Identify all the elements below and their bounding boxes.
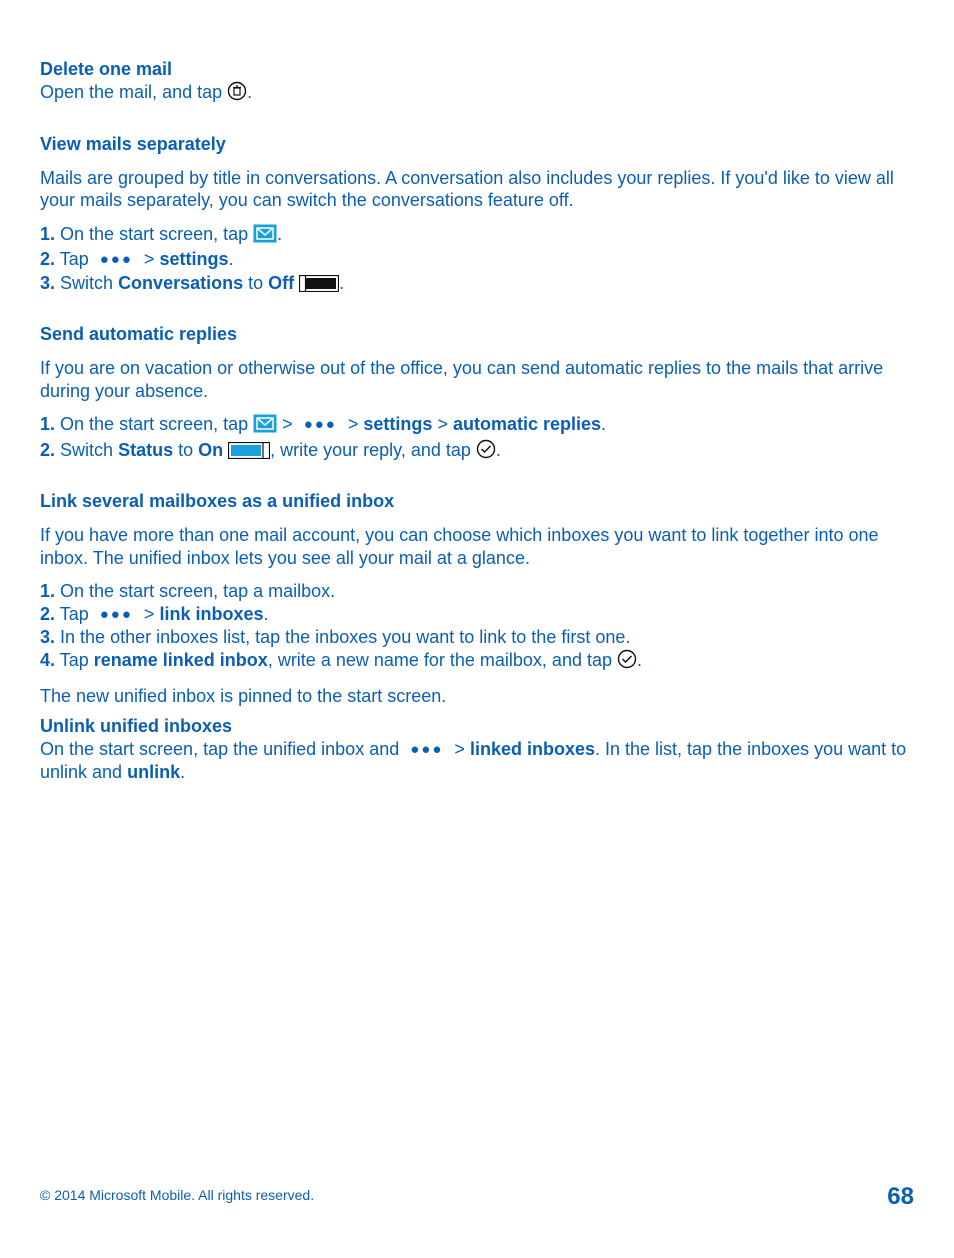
copyright-footer: © 2014 Microsoft Mobile. All rights reserved.: [40, 1187, 315, 1203]
view-mails-paragraph: Mails are grouped by title in conversations. A conversation also includes your replies. If you'd like to view all your mails separately, you can switch the conversations feature off.: [40, 167, 894, 210]
section-title-automatic-replies: Send automatic replies: [40, 324, 238, 344]
more-dots-icon: ●●●: [303, 416, 337, 433]
mail-icon: [253, 414, 277, 439]
more-dots-icon: ●●●: [410, 740, 444, 758]
step-4: 4. Tap rename linked inbox, write a new name for the mailbox, and tap .: [40, 649, 920, 675]
section-title-view-mails: View mails separately: [40, 133, 226, 154]
step-2: 2. Tap ●●● > link inboxes.: [40, 603, 920, 627]
mail-icon: [253, 224, 277, 249]
step-1: 1. On the start screen, tap .: [40, 223, 920, 249]
step-2: 2. Switch Status to On , write your reply, and tap .: [40, 439, 920, 465]
section-title-unlink: Unlink unified inboxes: [40, 715, 233, 736]
step-1: 1. On the start screen, tap > ●●● > settings > automatic replies.: [40, 413, 920, 439]
checkmark-icon: [476, 439, 496, 465]
step-3: 3. Switch Conversations to Off .: [40, 272, 920, 298]
unlink-paragraph: On the start screen, tap the unified inbox and ●●● > linked inboxes. In the list, tap the inboxes you want to unlink and unlink.: [40, 738, 907, 782]
toggle-off-icon: [299, 275, 339, 298]
more-dots-icon: ●●●: [99, 605, 133, 623]
section-title-delete-one-mail: Delete one mail: [40, 59, 173, 79]
unified-inbox-paragraph: If you have more than one mail account, you can choose which inboxes you want to link together into one inbox. The unified inbox lets you see all your mail at a glance.: [40, 525, 879, 568]
checkmark-icon: [617, 649, 637, 675]
page-number: 68: [887, 1183, 914, 1210]
more-dots-icon: ●●●: [99, 251, 133, 268]
step-2: 2. Tap ●●● > settings.: [40, 248, 920, 272]
delete-instruction: Open the mail, and tap .: [40, 81, 920, 107]
unified-inbox-note: The new unified inbox is pinned to the start screen.: [40, 686, 447, 706]
toggle-on-icon: [228, 442, 270, 465]
automatic-replies-paragraph: If you are on vacation or otherwise out of the office, you can send automatic replies to the mails that arrive during your absence.: [40, 358, 884, 401]
step-3: 3. In the other inboxes list, tap the inboxes you want to link to the first one.: [40, 627, 631, 647]
section-title-unified-inbox: Link several mailboxes as a unified inbox: [40, 491, 395, 511]
delete-icon: [227, 81, 247, 107]
page-content: [40, 58, 920, 784]
step-1: 1. On the start screen, tap a mailbox.: [40, 581, 336, 601]
